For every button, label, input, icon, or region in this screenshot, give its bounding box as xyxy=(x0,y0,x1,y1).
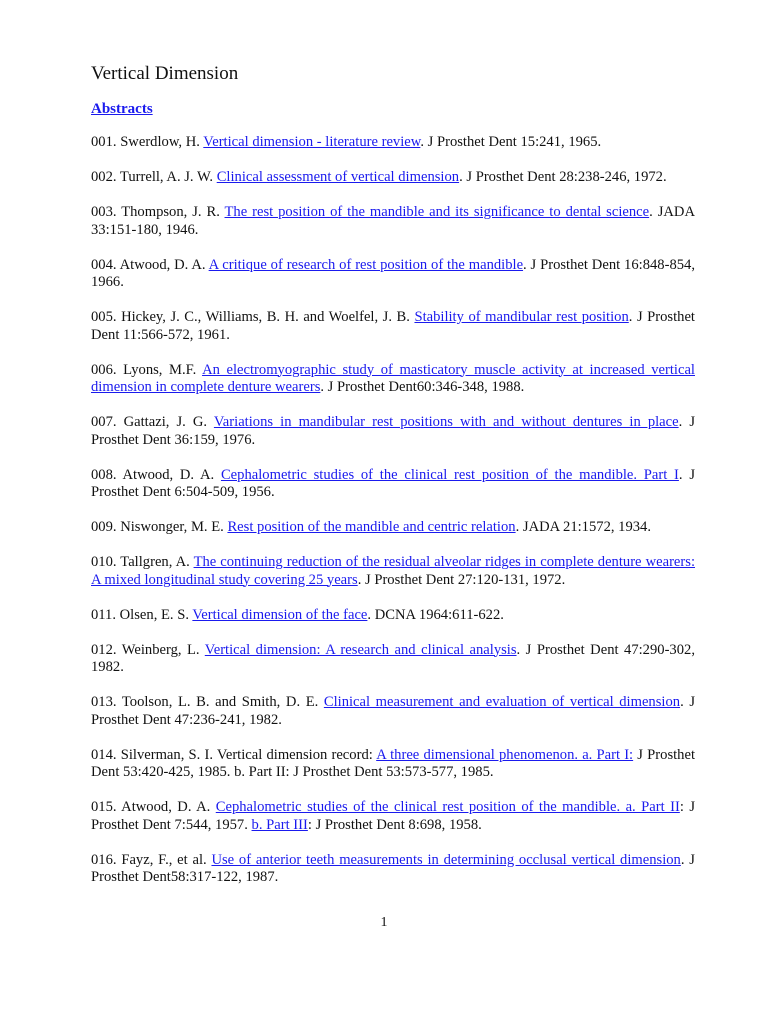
reference-text: : J Prosthet Dent 7:544, 1957. xyxy=(91,799,696,833)
reference-link[interactable]: Vertical dimension: A research and clinical analysis xyxy=(204,641,517,658)
reference-text: . JADA 21:1572, 1934. xyxy=(515,519,651,535)
reference-text: . J Prosthet Dent 15:241, 1965. xyxy=(420,134,602,150)
reference-text: . J Prosthet Dent 36:159, 1976. xyxy=(91,414,696,448)
reference-text: . J Prosthet Dent 16:848-854, 1966. xyxy=(91,256,695,290)
reference-text: 004. Atwood, D. A. xyxy=(91,256,209,273)
reference-entry xyxy=(91,134,695,152)
reference-link[interactable]: Vertical dimension - literature review xyxy=(203,134,421,150)
reference-text: J Prosthet Dent 53:420-425, 1985. b. Part II: J Prosthet Dent 53:573-577, 1985. xyxy=(91,746,696,780)
reference-link[interactable]: The continuing reduction of the residual alveolar ridges in complete denture wearers: A mixed longitudinal study covering 25 years xyxy=(91,554,695,588)
reference-entry xyxy=(91,257,695,292)
reference-text: . J Prosthet Dent 47:290-302, 1982. xyxy=(91,641,695,675)
document-page xyxy=(91,62,695,904)
reference-text: 016. Fayz, F., et al. xyxy=(91,851,212,868)
reference-link[interactable]: Cephalometric studies of the clinical rest position of the mandible. Part I xyxy=(220,466,679,483)
reference-link[interactable]: Use of anterior teeth measurements in determining occlusal vertical dimension xyxy=(211,851,681,868)
reference-text: : J Prosthet Dent 8:698, 1958. xyxy=(307,816,482,833)
reference-entry xyxy=(91,169,695,187)
reference-entry xyxy=(91,642,695,677)
reference-text: . J Prosthet Dent 28:238-246, 1972. xyxy=(459,169,667,185)
reference-text: . J Prosthet Dent60:346-348, 1988. xyxy=(320,379,525,395)
reference-entry xyxy=(91,204,695,239)
reference-text: 010. Tallgren, A. xyxy=(91,554,194,570)
reference-text: . J Prosthet Dent 6:504-509, 1956. xyxy=(91,466,695,500)
reference-text: 007. Gattazi, J. G. xyxy=(91,414,214,430)
reference-entry xyxy=(91,852,695,887)
reference-entry xyxy=(91,554,695,589)
reference-link[interactable]: Rest position of the mandible and centric relation xyxy=(227,519,516,535)
reference-link[interactable]: A critique of research of rest position of the mandible xyxy=(208,256,524,273)
reference-entry xyxy=(91,799,695,834)
reference-entry xyxy=(91,467,695,502)
reference-text: 012. Weinberg, L. xyxy=(91,641,205,658)
reference-link[interactable]: Clinical measurement and evaluation of vertical dimension xyxy=(323,694,681,710)
reference-text: . JADA 33:151-180, 1946. xyxy=(91,204,695,238)
reference-entry xyxy=(91,309,695,344)
reference-link[interactable]: Stability of mandibular rest position xyxy=(414,309,629,325)
reference-entry xyxy=(91,362,695,397)
reference-text: 014. Silverman, S. I. Vertical dimension record: xyxy=(91,746,377,763)
section-heading-abstracts[interactable]: Abstracts xyxy=(91,101,153,117)
reference-link[interactable]: Vertical dimension of the face xyxy=(192,606,368,623)
reference-link[interactable]: Variations in mandibular rest positions with and without dentures in place xyxy=(213,414,679,430)
reference-text: . DCNA 1964:611-622. xyxy=(367,606,504,623)
reference-link[interactable]: Cephalometric studies of the clinical rest position of the mandible. a. Part II xyxy=(215,799,680,815)
reference-text: . J Prosthet Dent58:317-122, 1987. xyxy=(91,851,695,885)
reference-text: 015. Atwood, D. A. xyxy=(91,799,216,815)
reference-text: 002. Turrell, A. J. W. xyxy=(91,169,217,185)
reference-link[interactable]: The rest position of the mandible and its significance to dental science xyxy=(224,204,650,220)
reference-link[interactable]: A three dimensional phenomenon. a. Part I: xyxy=(376,746,634,763)
reference-text: 009. Niswonger, M. E. xyxy=(91,519,228,535)
reference-text: 006. Lyons, M.F. xyxy=(91,361,203,378)
reference-text: 005. Hickey, J. C., Williams, B. H. and Woelfel, J. B. xyxy=(91,309,415,325)
reference-entry xyxy=(91,694,695,729)
page-number: 1 xyxy=(380,915,388,930)
reference-text: . J Prosthet Dent 27:120-131, 1972. xyxy=(357,571,566,588)
reference-text: . J Prosthet Dent 47:236-241, 1982. xyxy=(91,694,695,728)
reference-text: . J Prosthet Dent 11:566-572, 1961. xyxy=(91,309,695,343)
reference-link[interactable]: An electromyographic study of masticatory muscle activity at increased vertical dimension in complete denture wearers xyxy=(91,361,695,395)
reference-list xyxy=(91,134,695,887)
reference-text: 003. Thompson, J. R. xyxy=(91,204,225,220)
page-title: Vertical Dimension xyxy=(91,63,239,84)
reference-link[interactable]: Clinical assessment of vertical dimension xyxy=(216,169,460,185)
reference-link[interactable]: b. Part III xyxy=(251,816,308,833)
reference-entry xyxy=(91,414,695,449)
reference-text: 013. Toolson, L. B. and Smith, D. E. xyxy=(91,694,324,710)
reference-entry xyxy=(91,747,695,782)
reference-text: 011. Olsen, E. S. xyxy=(91,606,193,623)
reference-entry xyxy=(91,607,695,625)
reference-text: 001. Swerdlow, H. xyxy=(91,134,204,150)
reference-entry xyxy=(91,519,695,537)
reference-text: 008. Atwood, D. A. xyxy=(91,466,221,483)
